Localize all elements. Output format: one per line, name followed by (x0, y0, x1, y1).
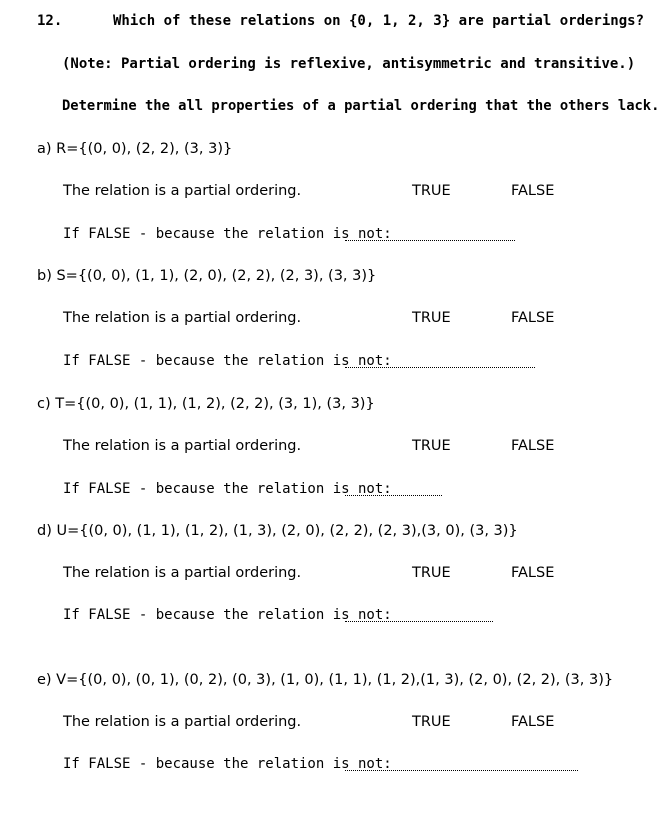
answer-blank-b[interactable] (345, 366, 535, 368)
answer-blank-c[interactable] (345, 494, 442, 496)
statement-a: The relation is a partial ordering. (63, 183, 302, 199)
question-number: 12. (37, 13, 63, 29)
true-option-e[interactable]: TRUE (412, 714, 451, 730)
false-option-e[interactable]: FALSE (511, 714, 555, 730)
instruction-text: Determine the all properties of a partial ordering that the others lack. (62, 98, 660, 114)
answer-blank-a[interactable] (345, 239, 515, 241)
false-option-d[interactable]: FALSE (511, 565, 555, 581)
statement-e: The relation is a partial ordering. (63, 714, 302, 730)
if-false-text-e: If FALSE - because the relation is not: (63, 756, 392, 772)
true-option-c[interactable]: TRUE (412, 438, 451, 454)
relation-label-b: b) S={(0, 0), (1, 1), (2, 0), (2, 2), (2, 3), (3, 3)} (37, 268, 377, 284)
statement-d: The relation is a partial ordering. (63, 565, 302, 581)
relation-label-d: d) U={(0, 0), (1, 1), (1, 2), (1, 3), (2, 0), (2, 2), (2, 3),(3, 0), (3, 3)} (37, 523, 518, 539)
statement-c: The relation is a partial ordering. (63, 438, 302, 454)
true-option-a[interactable]: TRUE (412, 183, 451, 199)
note-text: (Note: Partial ordering is reflexive, antisymmetric and transitive.) (62, 56, 636, 72)
statement-b: The relation is a partial ordering. (63, 310, 302, 326)
answer-blank-d[interactable] (345, 620, 493, 622)
relation-label-c: c) T={(0, 0), (1, 1), (1, 2), (2, 2), (3, 1), (3, 3)} (37, 396, 375, 412)
question-text: Which of these relations on {0, 1, 2, 3} are partial orderings? (113, 13, 645, 29)
false-option-a[interactable]: FALSE (511, 183, 555, 199)
false-option-c[interactable]: FALSE (511, 438, 555, 454)
relation-label-a: a) R={(0, 0), (2, 2), (3, 3)} (37, 141, 233, 157)
relation-label-e: e) V={(0, 0), (0, 1), (0, 2), (0, 3), (1, 0), (1, 1), (1, 2),(1, 3), (2, 0), (2, 2), (3, 3)} (37, 672, 614, 688)
false-option-b[interactable]: FALSE (511, 310, 555, 326)
answer-blank-e[interactable] (345, 769, 578, 771)
true-option-b[interactable]: TRUE (412, 310, 451, 326)
if-false-text-a: If FALSE - because the relation is not: (63, 226, 392, 242)
if-false-text-b: If FALSE - because the relation is not: (63, 353, 392, 369)
if-false-text-d: If FALSE - because the relation is not: (63, 607, 392, 623)
if-false-text-c: If FALSE - because the relation is not: (63, 481, 392, 497)
true-option-d[interactable]: TRUE (412, 565, 451, 581)
